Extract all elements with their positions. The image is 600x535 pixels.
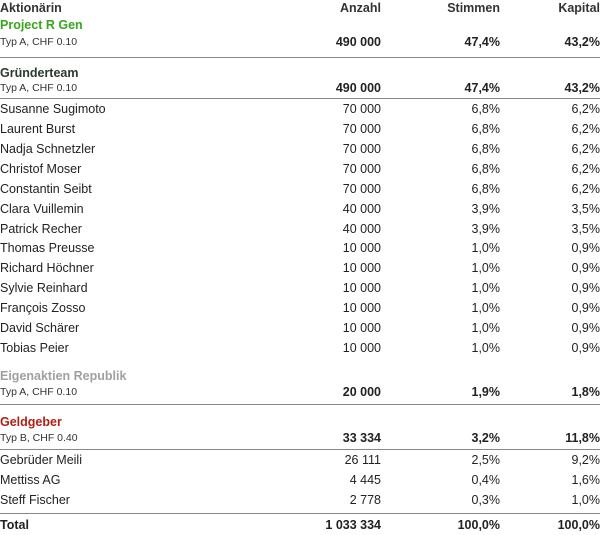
divider (0, 513, 600, 514)
header-capital: Kapital (558, 0, 600, 18)
share-count: 2 778 (350, 490, 381, 510)
share-count: 70 000 (343, 159, 381, 179)
share-count: 70 000 (343, 139, 381, 159)
share-count: 10 000 (343, 318, 381, 338)
capital-share: 0,9% (572, 318, 600, 338)
table-row (0, 99, 600, 119)
share-count: 10 000 (343, 278, 381, 298)
group-title-gruenderteam: Gründerteam (0, 65, 79, 81)
table-row (0, 179, 600, 199)
header-count: Anzahl (340, 0, 381, 18)
group-count: 33 334 (343, 429, 381, 447)
group-summary-gruenderteam (0, 79, 600, 97)
table-row (0, 139, 600, 159)
group-summary-eigenaktien (0, 383, 600, 401)
capital-share: 1,0% (572, 490, 600, 510)
vote-share: 6,8% (472, 139, 501, 159)
table-row (0, 490, 600, 510)
group-capital: 43,2% (565, 33, 600, 51)
shareholder-name: Richard Höchner (0, 258, 94, 278)
shareholder-name: Christof Moser (0, 159, 81, 179)
group-count: 490 000 (336, 79, 381, 97)
total-count: 1 033 334 (325, 515, 381, 535)
capital-share: 3,5% (572, 219, 600, 239)
group-votes: 1,9% (472, 383, 501, 401)
capital-share: 6,2% (572, 139, 600, 159)
vote-share: 3,9% (472, 219, 501, 239)
vote-share: 3,9% (472, 199, 501, 219)
capital-share: 0,9% (572, 298, 600, 318)
share-type: Typ A, CHF 0.10 (0, 79, 77, 97)
group-summary-geldgeber (0, 429, 600, 447)
group-summary-project-r (0, 33, 600, 51)
vote-share: 6,8% (472, 159, 501, 179)
vote-share: 6,8% (472, 119, 501, 139)
capital-share: 6,2% (572, 159, 600, 179)
group-title-project-r: Project R Gen (0, 17, 83, 33)
shareholder-name: Tobias Peier (0, 338, 69, 358)
shareholder-name: Nadja Schnetzler (0, 139, 95, 159)
total-capital: 100,0% (558, 515, 600, 535)
share-count: 26 111 (345, 450, 381, 470)
shareholder-name: Constantin Seibt (0, 179, 92, 199)
divider (0, 57, 600, 58)
table-row (0, 278, 600, 298)
capital-share: 3,5% (572, 199, 600, 219)
shareholder-name: Susanne Sugimoto (0, 99, 106, 119)
capital-share: 0,9% (572, 338, 600, 358)
shareholder-name: Thomas Preusse (0, 238, 94, 258)
vote-share: 6,8% (472, 99, 501, 119)
capital-share: 6,2% (572, 179, 600, 199)
capital-share: 6,2% (572, 99, 600, 119)
capital-share: 0,9% (572, 238, 600, 258)
table-row (0, 450, 600, 470)
table-row (0, 298, 600, 318)
header-shareholder: Aktionärin (0, 0, 62, 18)
shareholder-name: David Schärer (0, 318, 79, 338)
shareholder-name: Patrick Recher (0, 219, 82, 239)
vote-share: 1,0% (472, 298, 501, 318)
vote-share: 1,0% (472, 258, 501, 278)
header-votes: Stimmen (447, 0, 500, 18)
vote-share: 2,5% (472, 450, 501, 470)
table-row (0, 338, 600, 358)
shareholder-name: François Zosso (0, 298, 85, 318)
shareholder-name: Steff Fischer (0, 490, 70, 510)
group-votes: 47,4% (465, 33, 500, 51)
group-count: 490 000 (336, 33, 381, 51)
capital-share: 9,2% (572, 450, 600, 470)
capital-share: 6,2% (572, 119, 600, 139)
group-capital: 1,8% (572, 383, 600, 401)
total-label: Total (0, 515, 29, 535)
vote-share: 6,8% (472, 179, 501, 199)
group-title-eigenaktien: Eigenaktien Republik (0, 368, 126, 384)
share-type: Typ B, CHF 0.40 (0, 429, 78, 447)
table-row (0, 199, 600, 219)
total-row (0, 515, 600, 535)
table-row (0, 238, 600, 258)
group-title-geldgeber: Geldgeber (0, 414, 62, 430)
shareholder-name: Laurent Burst (0, 119, 75, 139)
table-row (0, 119, 600, 139)
total-votes: 100,0% (458, 515, 500, 535)
shareholder-name: Sylvie Reinhard (0, 278, 88, 298)
share-count: 10 000 (343, 298, 381, 318)
shareholder-name: Mettiss AG (0, 470, 60, 490)
divider (0, 404, 600, 405)
capital-share: 0,9% (572, 278, 600, 298)
vote-share: 1,0% (472, 338, 501, 358)
table-row (0, 219, 600, 239)
group-votes: 3,2% (472, 429, 501, 447)
group-count: 20 000 (343, 383, 381, 401)
group-votes: 47,4% (465, 79, 500, 97)
share-count: 10 000 (343, 258, 381, 278)
table-row (0, 258, 600, 278)
table-row (0, 159, 600, 179)
vote-share: 1,0% (472, 318, 501, 338)
vote-share: 1,0% (472, 278, 501, 298)
capital-share: 0,9% (572, 258, 600, 278)
vote-share: 0,3% (472, 490, 501, 510)
shareholder-name: Clara Vuillemin (0, 199, 84, 219)
capital-share: 1,6% (572, 470, 600, 490)
share-count: 70 000 (343, 99, 381, 119)
share-count: 70 000 (343, 179, 381, 199)
table-header (0, 0, 600, 18)
group-capital: 11,8% (565, 429, 600, 447)
vote-share: 1,0% (472, 238, 501, 258)
share-count: 40 000 (343, 219, 381, 239)
vote-share: 0,4% (472, 470, 501, 490)
shareholder-name: Gebrüder Meili (0, 450, 82, 470)
table-row (0, 470, 600, 490)
share-count: 4 445 (350, 470, 381, 490)
table-row (0, 318, 600, 338)
share-count: 40 000 (343, 199, 381, 219)
share-type: Typ A, CHF 0.10 (0, 33, 77, 51)
share-type: Typ A, CHF 0.10 (0, 383, 77, 401)
share-count: 70 000 (343, 119, 381, 139)
share-count: 10 000 (343, 238, 381, 258)
share-count: 10 000 (343, 338, 381, 358)
group-capital: 43,2% (565, 79, 600, 97)
